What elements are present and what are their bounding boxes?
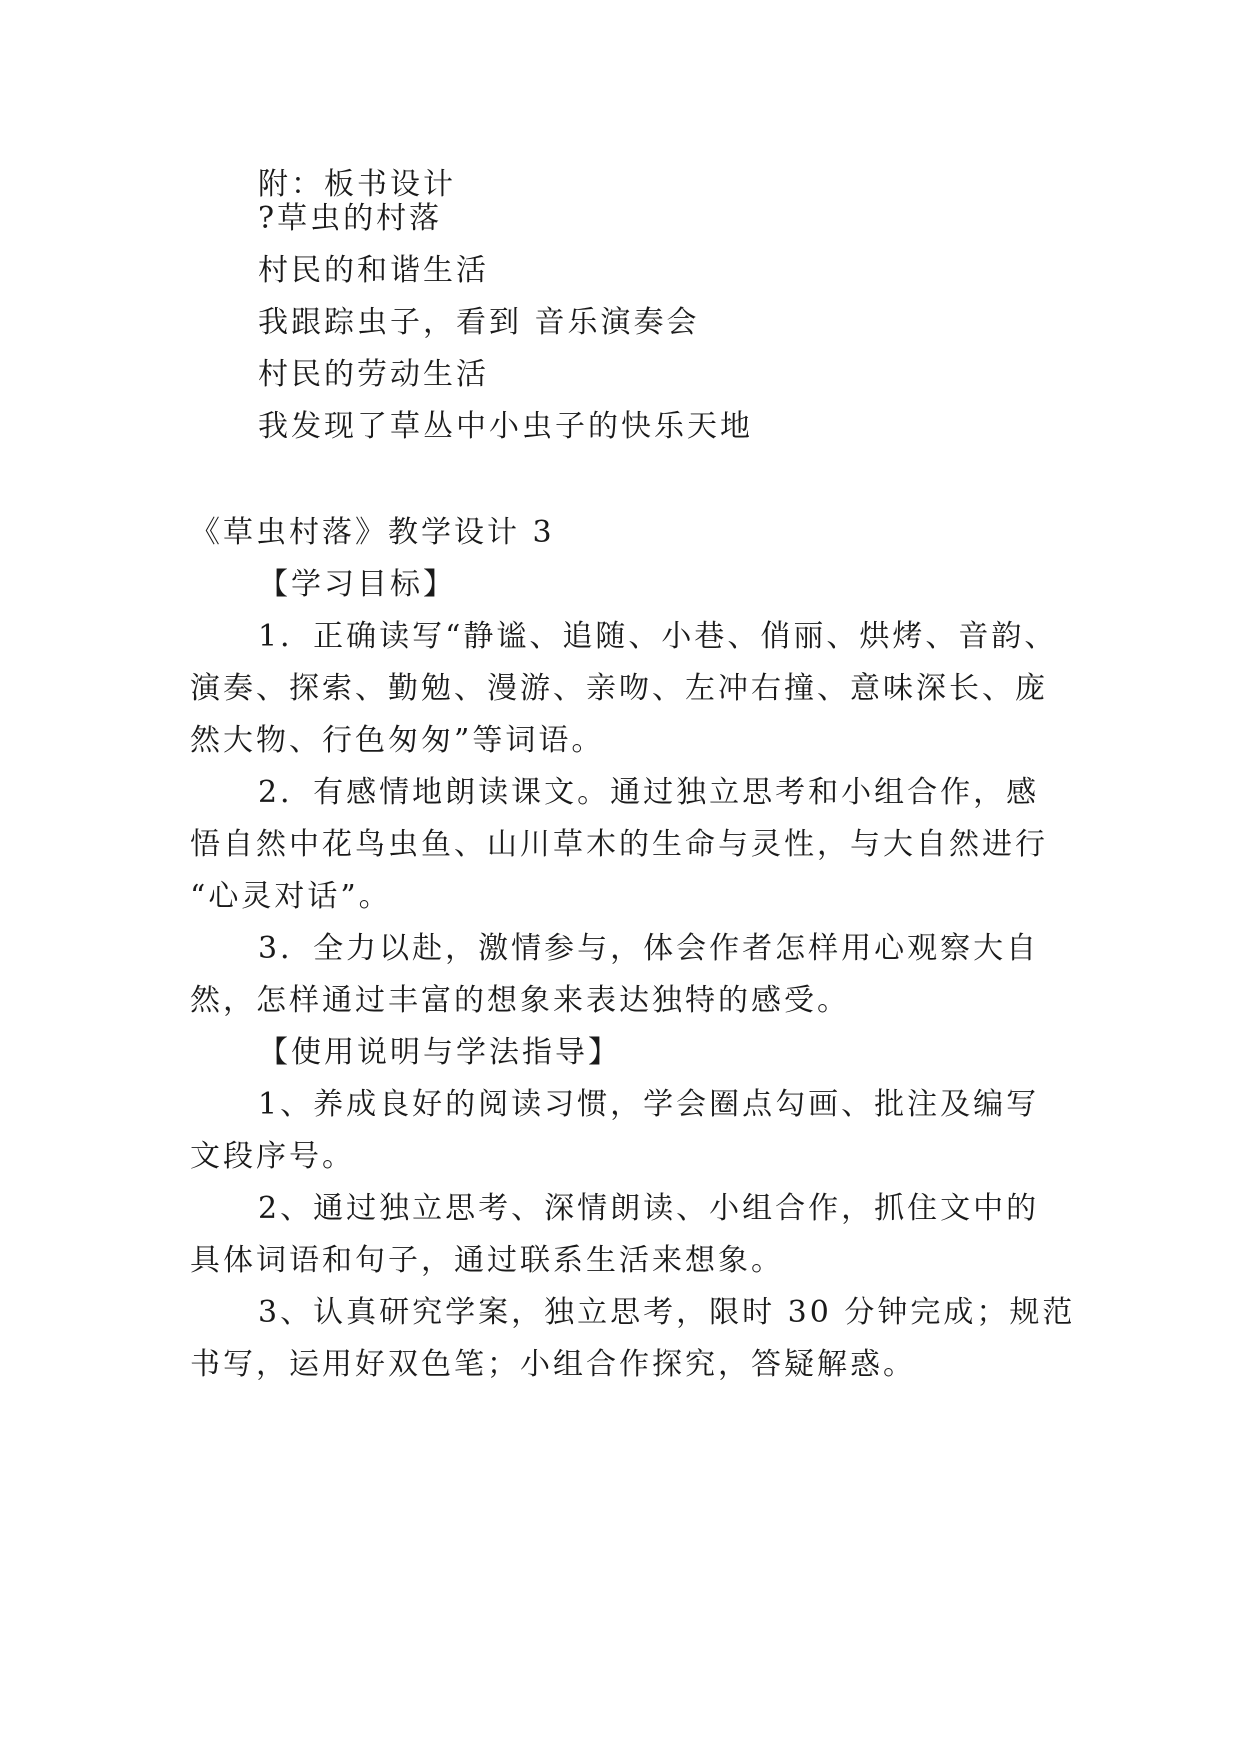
objective-1-line: 然大物、行色匆匆”等词语。 xyxy=(190,723,605,758)
objective-3-line: 3．全力以赴，激情参与，体会作者怎样用心观察大自 xyxy=(258,931,1040,966)
guidance-2-line: 具体词语和句子，通过联系生活来想象。 xyxy=(190,1243,784,1278)
board-heading: 附：板书设计 xyxy=(258,167,456,202)
objective-1-line: 演奏、探索、勤勉、漫游、亲吻、左冲右撞、意味深长、庞 xyxy=(190,671,1048,706)
board-line: 村民的劳动生活 xyxy=(258,357,489,392)
guidance-1-line: 文段序号。 xyxy=(190,1139,355,1174)
guidance-1-line: 1、养成良好的阅读习惯，学会圈点勾画、批注及编写 xyxy=(258,1087,1040,1122)
objective-2-line: 2．有感情地朗读课文。通过独立思考和小组合作，感 xyxy=(258,775,1040,810)
objectives-heading: 【学习目标】 xyxy=(258,567,456,602)
objective-1-line: 1．正确读写“静谧、追随、小巷、俏丽、烘烤、音韵、 xyxy=(258,619,1058,654)
objective-3-line: 然，怎样通过丰富的想象来表达独特的感受。 xyxy=(190,983,850,1018)
objective-2-line: “心灵对话”。 xyxy=(190,879,392,914)
board-line: 我发现了草丛中小虫子的快乐天地 xyxy=(258,409,753,444)
objective-2-line: 悟自然中花鸟虫鱼、山川草木的生命与灵性，与大自然进行 xyxy=(190,827,1048,862)
guidance-2-line: 2、通过独立思考、深情朗读、小组合作，抓住文中的 xyxy=(258,1191,1040,1226)
board-line: 村民的和谐生活 xyxy=(258,253,489,288)
board-line: ?草虫的村落 xyxy=(258,201,443,236)
guidance-3-line: 书写，运用好双色笔；小组合作探究，答疑解惑。 xyxy=(190,1347,916,1382)
section-title: 《草虫村落》教学设计 3 xyxy=(190,515,555,550)
board-line: 我跟踪虫子，看到 音乐演奏会 xyxy=(258,305,700,340)
guidance-heading: 【使用说明与学法指导】 xyxy=(258,1035,621,1070)
guidance-3-line: 3、认真研究学案，独立思考，限时 30 分钟完成；规范 xyxy=(258,1295,1076,1330)
